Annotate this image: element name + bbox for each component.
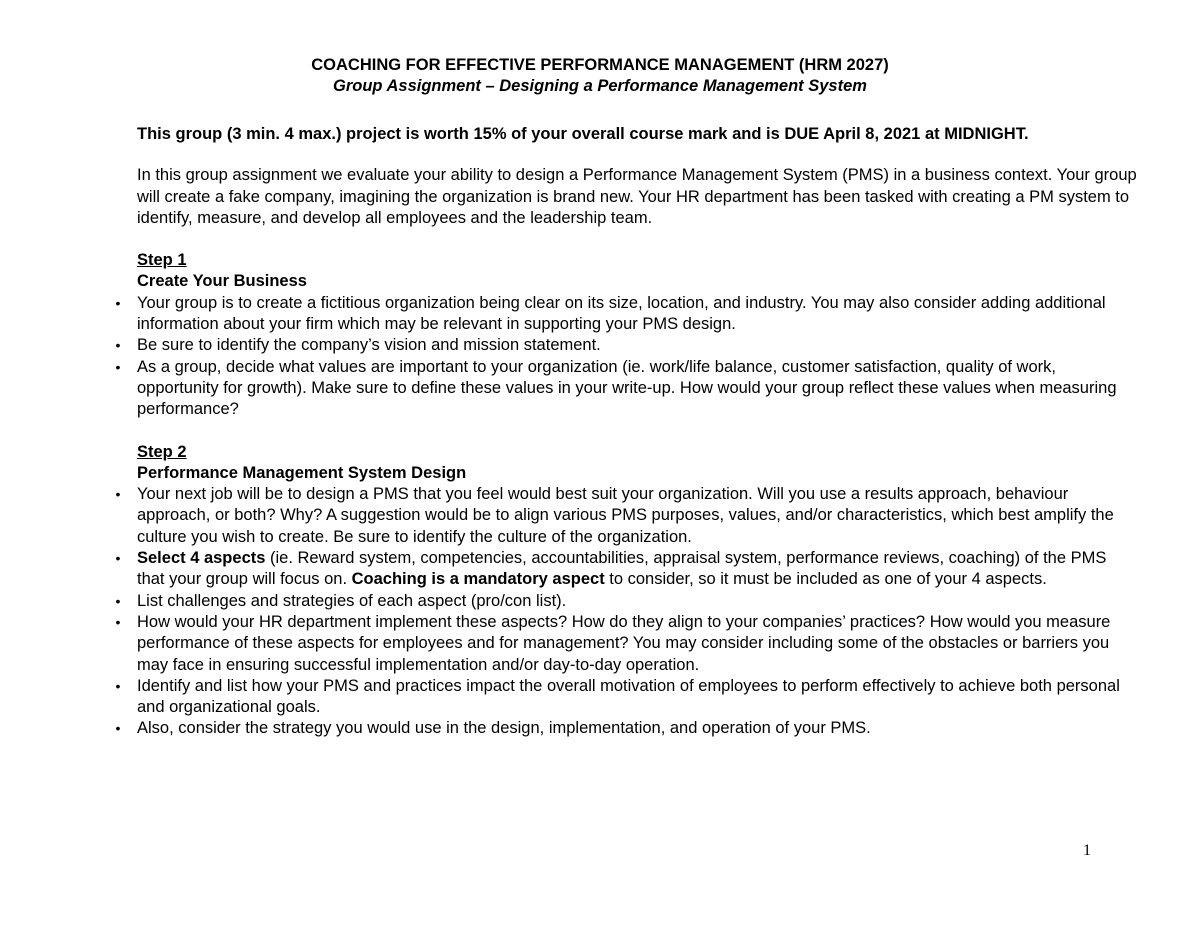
list-item xyxy=(115,591,1137,612)
step-1-title: Create Your Business xyxy=(137,272,307,291)
step-2-section xyxy=(115,442,1137,740)
list-item-text: (ie. Reward system, competencies, accountabilities, appraisal system, performance reviews, coaching) of the PMS that your group will focus on. xyxy=(137,549,1107,589)
list-item-text: How would your HR department implement these aspects? How do they align to your companies’ practices? How would you measure performance of these aspects for employees and for management? You may consider including some of the obstacles or barriers you may face in ensuring successful implementation and/or day-to-day operation. xyxy=(137,612,1111,674)
step-1-section xyxy=(115,250,1137,420)
list-item xyxy=(115,612,1137,676)
step-1-list xyxy=(115,293,1137,421)
document-title: COACHING FOR EFFECTIVE PERFORMANCE MANAGEMENT (HRM 2027) xyxy=(311,56,889,74)
step-2-list xyxy=(115,484,1137,740)
list-item xyxy=(115,293,1137,336)
list-item xyxy=(115,484,1137,548)
list-item xyxy=(115,357,1137,421)
list-item xyxy=(115,676,1137,719)
step-2-title: Performance Management System Design xyxy=(137,463,467,482)
list-item-text: Your group is to create a fictitious organization being clear on its size, location, and industry. You may also consider adding additional information about your firm which may be relevant in supporting your PMS design. xyxy=(137,293,1106,334)
step-1-label: Step 1 xyxy=(137,251,187,270)
document-subtitle: Group Assignment – Designing a Performance Management System xyxy=(333,77,867,95)
list-item-text: Also, consider the strategy you would use in the design, implementation, and operation of your PMS. xyxy=(137,719,871,738)
list-item-text: Be sure to identify the company’s vision and mission statement. xyxy=(137,336,601,355)
list-item-text: Your next job will be to design a PMS that you feel would best suit your organization. Will you use a results approach, behaviour approach, or both? Why? A suggestion would be to align various PMS purposes, values, and/or characteristics, which best amplify the culture you wish to create. Be sure to identify the culture of the organization. xyxy=(137,485,1114,546)
list-item-text: List challenges and strategies of each aspect (pro/con list). xyxy=(137,591,567,610)
bullet-dot-icon: • xyxy=(115,486,121,503)
intro-paragraph: In this group assignment we evaluate your ability to design a Performance Management System (PMS) in a business context. Your group will create a fake company, imagining the organization is brand new. Your HR department has been tasked with creating a PM system to identify, measure, and develop all employees and the leadership team. xyxy=(137,166,1137,227)
bullet-dot-icon: • xyxy=(115,592,121,609)
document-body xyxy=(115,124,1137,740)
bullet-dot-icon: • xyxy=(115,337,121,354)
bullet-dot-icon: • xyxy=(115,550,121,567)
list-item-text: Identify and list how your PMS and practices impact the overall motivation of employees to perform effectively to achieve both personal and organizational goals. xyxy=(137,676,1120,717)
bullet-dot-icon: • xyxy=(115,677,121,694)
list-item xyxy=(115,548,1137,591)
list-item xyxy=(115,335,1137,356)
bullet-dot-icon: • xyxy=(115,720,121,737)
step-2-label: Step 2 xyxy=(137,442,187,461)
list-item-text: to consider, so it must be included as one of your 4 aspects. xyxy=(604,570,1047,589)
due-notice: This group (3 min. 4 max.) project is worth 15% of your overall course mark and is DUE April 8, 2021 at MIDNIGHT. xyxy=(137,125,1029,143)
bullet-dot-icon: • xyxy=(115,294,121,311)
coaching-mandatory-emphasis: Coaching is a mandatory aspect xyxy=(351,570,605,589)
list-item-text: As a group, decide what values are important to your organization (ie. work/life balance, customer satisfaction, quality of work, opportunity for growth). Make sure to define these values in your write-up. How would your group reflect these values when measuring performance? xyxy=(137,357,1117,419)
select-aspects-emphasis: Select 4 aspects xyxy=(137,549,266,568)
bullet-dot-icon: • xyxy=(115,613,121,630)
bullet-dot-icon: • xyxy=(115,358,121,375)
page-number: 1 xyxy=(1083,842,1091,859)
list-item xyxy=(115,718,1137,739)
